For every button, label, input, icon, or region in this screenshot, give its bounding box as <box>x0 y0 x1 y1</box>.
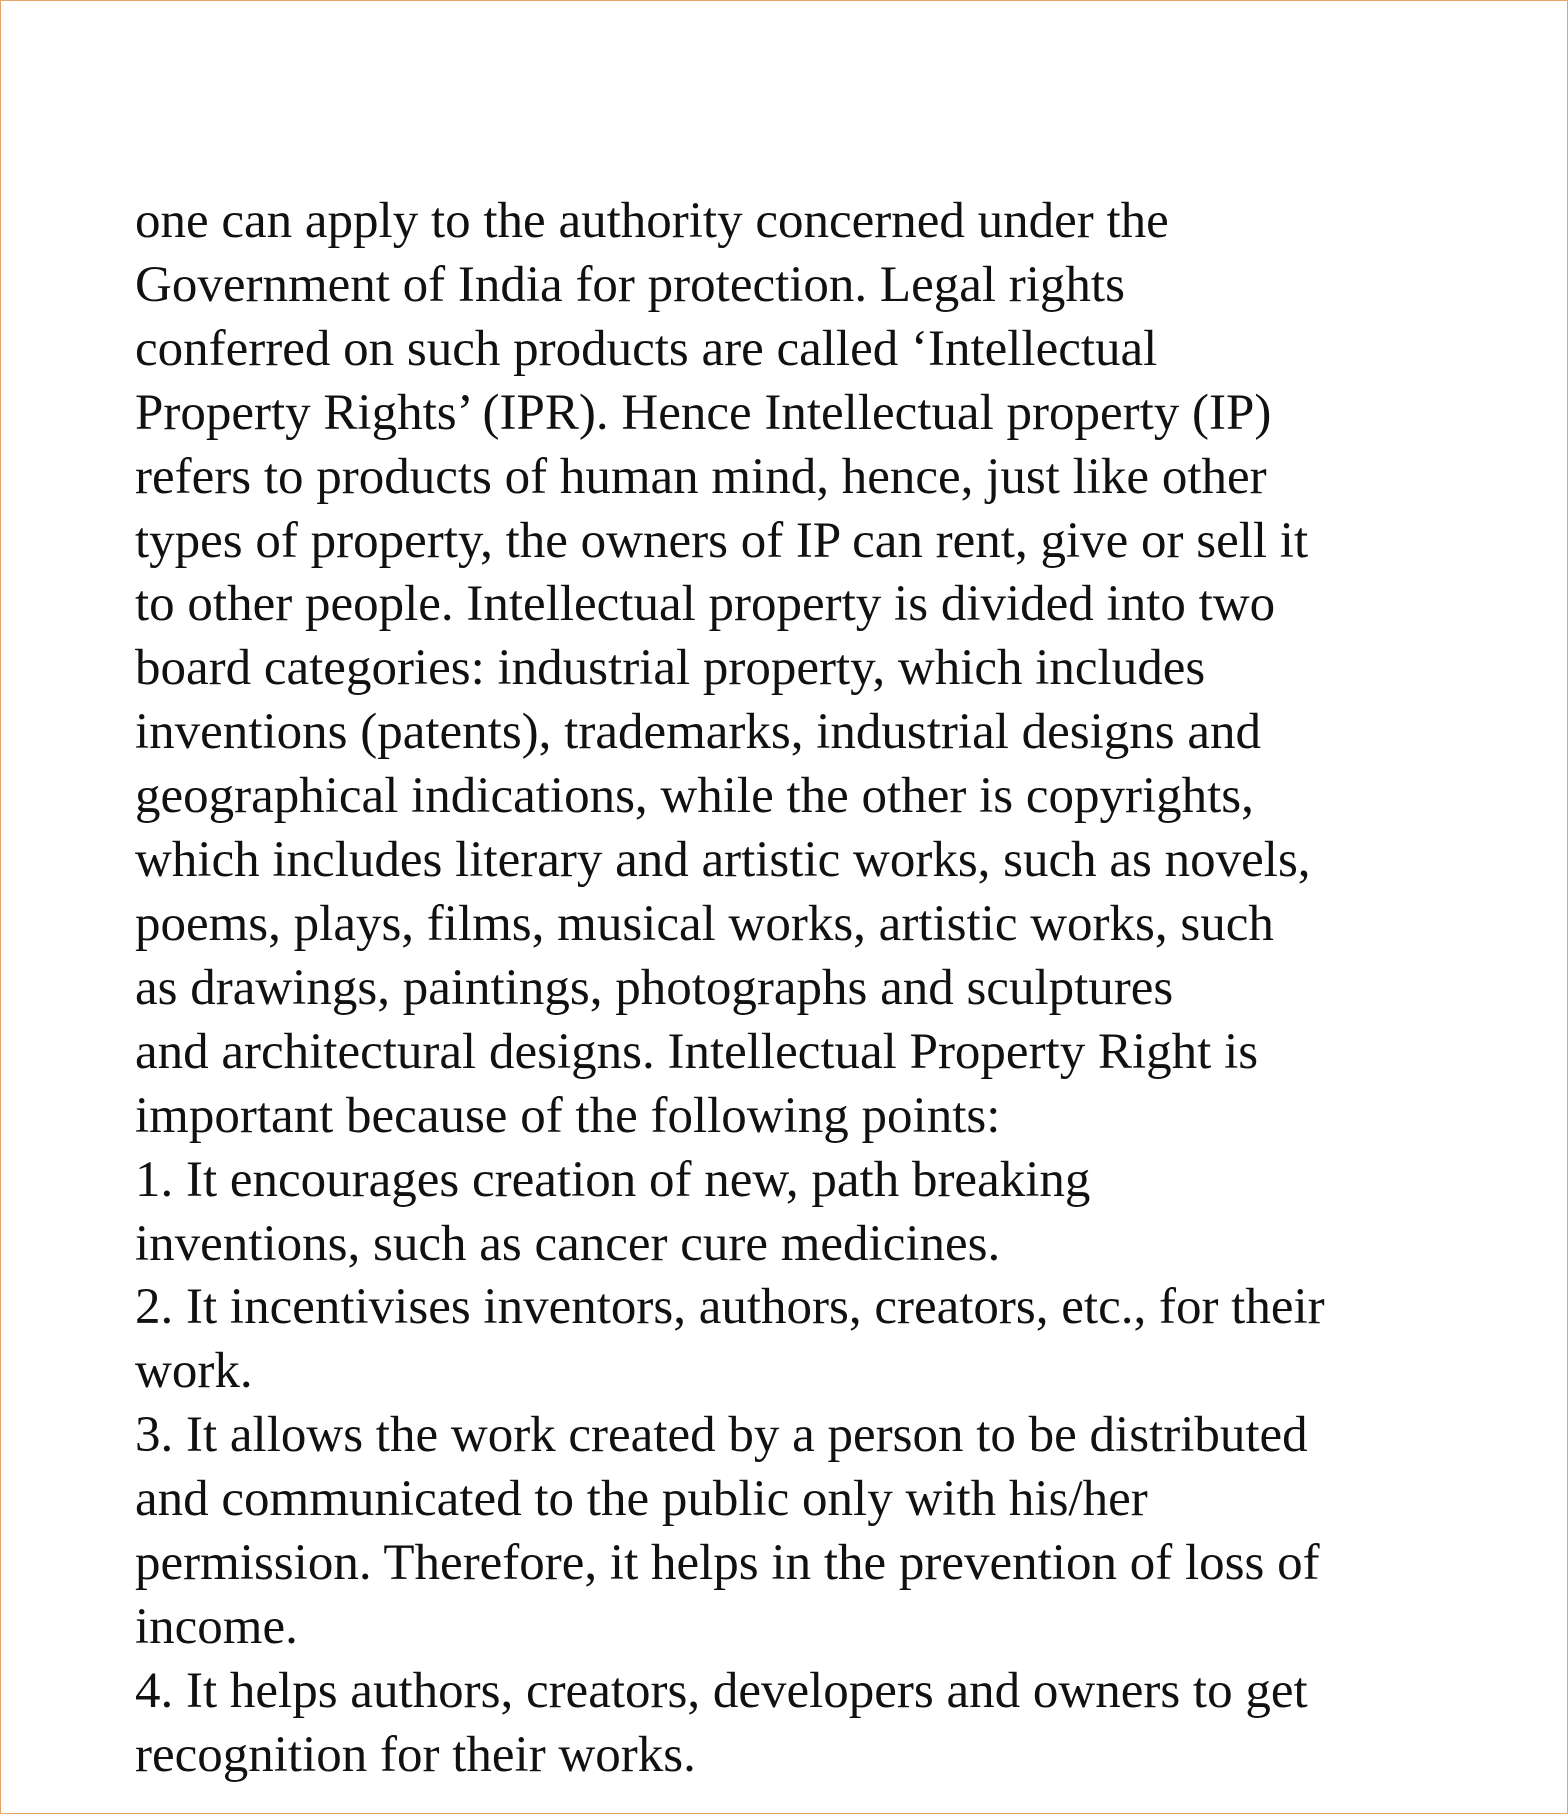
text-line: one can apply to the authority concerned under the <box>135 193 1169 249</box>
body-text <box>135 190 1455 1788</box>
text-line: which includes literary and artistic works, such as novels, <box>135 832 1311 889</box>
text-line: poems, plays, films, musical works, artistic works, such <box>135 895 1274 952</box>
text-line: to other people. Intellectual property is divided into two <box>135 576 1276 633</box>
text-line: Government of India for protection. Legal rights <box>135 256 1125 313</box>
text-line: as drawings, paintings, photographs and sculptures <box>135 959 1174 1016</box>
text-line: types of property, the owners of IP can rent, give or sell it <box>135 512 1309 569</box>
text-line: Property Rights’ (IPR). Hence Intellectual property (IP) <box>135 384 1272 441</box>
list-item-line: recognition for their works. <box>135 1726 696 1783</box>
list-item-line: 3. It allows the work created by a person to be distributed <box>135 1407 1308 1464</box>
text-line: geographical indications, while the other is copyrights, <box>135 768 1254 825</box>
list-item-line: 4. It helps authors, creators, developers and owners to get <box>135 1662 1308 1719</box>
list-item-line: work. <box>135 1343 253 1400</box>
text-line: refers to products of human mind, hence, just like other <box>135 448 1267 505</box>
list-item-line: 2. It incentivises inventors, authors, creators, etc., for their <box>135 1279 1325 1336</box>
text-line: inventions (patents), trademarks, industrial designs and <box>135 704 1262 761</box>
text-line: conferred on such products are called ‘Intellectual <box>135 320 1158 377</box>
text-line: board categories: industrial property, which includes <box>135 640 1206 697</box>
list-item-line: 1. It encourages creation of new, path breaking <box>135 1151 1091 1208</box>
list-item-line: permission. Therefore, it helps in the prevention of loss of <box>135 1535 1320 1592</box>
list-item-line: inventions, such as cancer cure medicines. <box>135 1215 1001 1272</box>
text-line: important because of the following points: <box>135 1087 1001 1144</box>
text-line: and architectural designs. Intellectual Property Right is <box>135 1023 1259 1080</box>
list-item-line: income. <box>135 1598 298 1655</box>
list-item-line: and communicated to the public only with his/her <box>135 1471 1148 1528</box>
